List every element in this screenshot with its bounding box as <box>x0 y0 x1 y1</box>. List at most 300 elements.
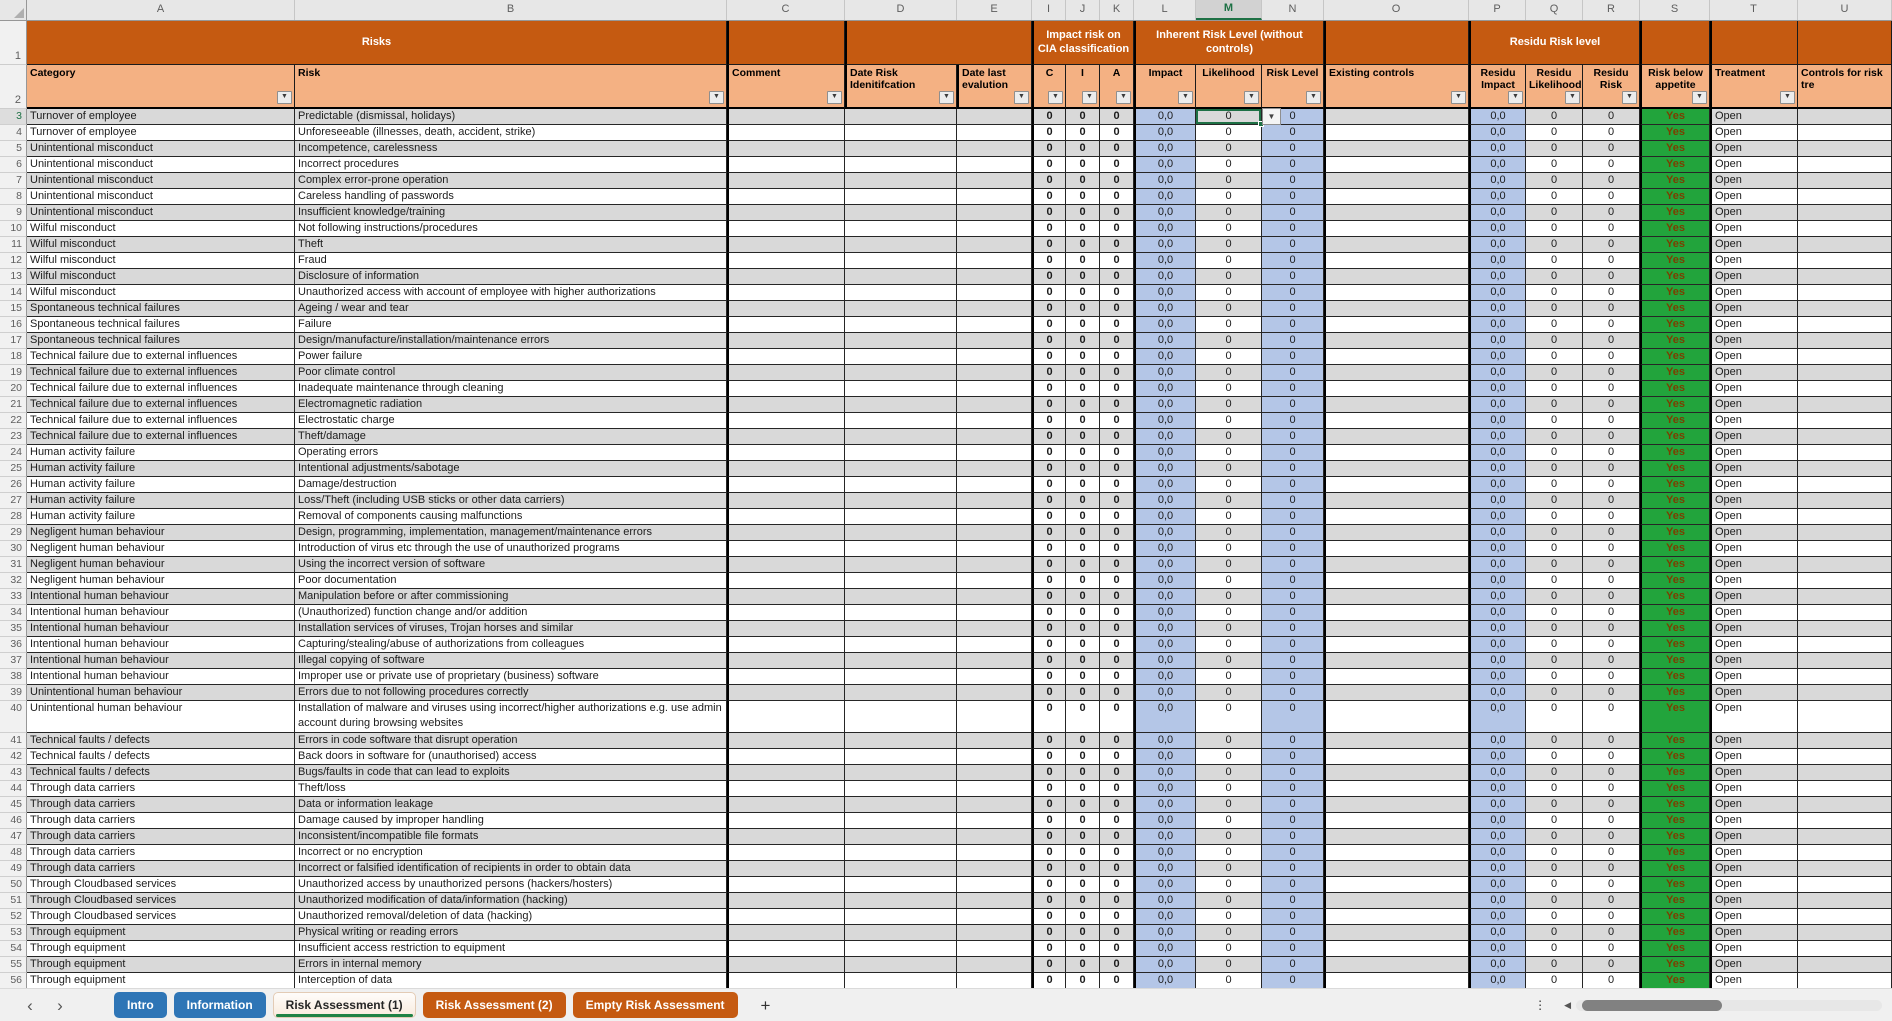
cell-D31[interactable] <box>845 557 957 573</box>
cell-B53[interactable]: Physical writing or reading errors <box>295 925 727 941</box>
cell-U24[interactable] <box>1798 445 1892 461</box>
cell-J49[interactable]: 0 <box>1066 861 1100 877</box>
cell-M25[interactable]: 0 <box>1196 461 1262 477</box>
cell-P51[interactable]: 0,0 <box>1469 893 1526 909</box>
cell-J53[interactable]: 0 <box>1066 925 1100 941</box>
cell-R52[interactable]: 0 <box>1583 909 1640 925</box>
cell-D18[interactable] <box>845 349 957 365</box>
cell-L4[interactable]: 0,0 <box>1134 125 1196 141</box>
cell-A54[interactable]: Through equipment <box>27 941 295 957</box>
cell-R25[interactable]: 0 <box>1583 461 1640 477</box>
cell-M20[interactable]: 0 <box>1196 381 1262 397</box>
cell-Q25[interactable]: 0 <box>1526 461 1583 477</box>
cell-R45[interactable]: 0 <box>1583 797 1640 813</box>
filter-button-a[interactable]: ▼ <box>1116 91 1131 104</box>
cell-Q29[interactable]: 0 <box>1526 525 1583 541</box>
cell-O7[interactable] <box>1324 173 1469 189</box>
cell-N45[interactable]: 0 <box>1262 797 1324 813</box>
filter-button-comment[interactable]: ▼ <box>827 91 842 104</box>
cell-E17[interactable] <box>957 333 1032 349</box>
cell-O45[interactable] <box>1324 797 1469 813</box>
cell-D30[interactable] <box>845 541 957 557</box>
cell-J34[interactable]: 0 <box>1066 605 1100 621</box>
cell-U23[interactable] <box>1798 429 1892 445</box>
cell-M30[interactable]: 0 <box>1196 541 1262 557</box>
cell-B6[interactable]: Incorrect procedures <box>295 157 727 173</box>
cell-Q46[interactable]: 0 <box>1526 813 1583 829</box>
cell-P41[interactable]: 0,0 <box>1469 733 1526 749</box>
cell-L41[interactable]: 0,0 <box>1134 733 1196 749</box>
cell-O23[interactable] <box>1324 429 1469 445</box>
cell-U19[interactable] <box>1798 365 1892 381</box>
row-header-49[interactable]: 49 <box>0 861 27 877</box>
cell-P15[interactable]: 0,0 <box>1469 301 1526 317</box>
row-header-54[interactable]: 54 <box>0 941 27 957</box>
cell-C36[interactable] <box>727 637 845 653</box>
cell-B9[interactable]: Insufficient knowledge/training <box>295 205 727 221</box>
cell-S42[interactable]: Yes <box>1640 749 1710 765</box>
cell-P50[interactable]: 0,0 <box>1469 877 1526 893</box>
row-header-16[interactable]: 16 <box>0 317 27 333</box>
cell-M56[interactable]: 0 <box>1196 973 1262 989</box>
cell-R31[interactable]: 0 <box>1583 557 1640 573</box>
cell-M21[interactable]: 0 <box>1196 397 1262 413</box>
cell-L47[interactable]: 0,0 <box>1134 829 1196 845</box>
cell-T51[interactable]: Open <box>1710 893 1798 909</box>
cell-J45[interactable]: 0 <box>1066 797 1100 813</box>
cell-C9[interactable] <box>727 205 845 221</box>
cell-L49[interactable]: 0,0 <box>1134 861 1196 877</box>
cell-B38[interactable]: Improper use or private use of proprietary (business) software <box>295 669 727 685</box>
row-header-23[interactable]: 23 <box>0 429 27 445</box>
cell-I35[interactable]: 0 <box>1032 621 1066 637</box>
cell-N37[interactable]: 0 <box>1262 653 1324 669</box>
cell-R16[interactable]: 0 <box>1583 317 1640 333</box>
cell-C47[interactable] <box>727 829 845 845</box>
cell-O26[interactable] <box>1324 477 1469 493</box>
cell-L10[interactable]: 0,0 <box>1134 221 1196 237</box>
cell-A55[interactable]: Through equipment <box>27 957 295 973</box>
cell-M52[interactable]: 0 <box>1196 909 1262 925</box>
cell-D15[interactable] <box>845 301 957 317</box>
cell-A52[interactable]: Through Cloudbased services <box>27 909 295 925</box>
cell-E29[interactable] <box>957 525 1032 541</box>
filter-button-risk-level[interactable]: ▼ <box>1306 91 1321 104</box>
cell-P45[interactable]: 0,0 <box>1469 797 1526 813</box>
cell-J13[interactable]: 0 <box>1066 269 1100 285</box>
prev-sheet-icon[interactable]: ‹ <box>27 995 33 1015</box>
cell-B3[interactable]: Predictable (dismissal, holidays) <box>295 109 727 125</box>
cell-S45[interactable]: Yes <box>1640 797 1710 813</box>
cell-L37[interactable]: 0,0 <box>1134 653 1196 669</box>
cell-P24[interactable]: 0,0 <box>1469 445 1526 461</box>
cell-D50[interactable] <box>845 877 957 893</box>
row-header-7[interactable]: 7 <box>0 173 27 189</box>
cell-P25[interactable]: 0,0 <box>1469 461 1526 477</box>
cell-N17[interactable]: 0 <box>1262 333 1324 349</box>
cell-S52[interactable]: Yes <box>1640 909 1710 925</box>
cell-N8[interactable]: 0 <box>1262 189 1324 205</box>
cell-N44[interactable]: 0 <box>1262 781 1324 797</box>
cell-I55[interactable]: 0 <box>1032 957 1066 973</box>
cell-Q49[interactable]: 0 <box>1526 861 1583 877</box>
cell-Q18[interactable]: 0 <box>1526 349 1583 365</box>
cell-R51[interactable]: 0 <box>1583 893 1640 909</box>
row-header-14[interactable]: 14 <box>0 285 27 301</box>
cell-P46[interactable]: 0,0 <box>1469 813 1526 829</box>
cell-P35[interactable]: 0,0 <box>1469 621 1526 637</box>
cell-E49[interactable] <box>957 861 1032 877</box>
cell-M44[interactable]: 0 <box>1196 781 1262 797</box>
cell-O29[interactable] <box>1324 525 1469 541</box>
cell-K33[interactable]: 0 <box>1100 589 1134 605</box>
cell-B31[interactable]: Using the incorrect version of software <box>295 557 727 573</box>
cell-K24[interactable]: 0 <box>1100 445 1134 461</box>
cell-C15[interactable] <box>727 301 845 317</box>
cell-P8[interactable]: 0,0 <box>1469 189 1526 205</box>
col-header-I[interactable]: I <box>1032 0 1066 20</box>
cell-O8[interactable] <box>1324 189 1469 205</box>
cell-N9[interactable]: 0 <box>1262 205 1324 221</box>
cell-B48[interactable]: Incorrect or no encryption <box>295 845 727 861</box>
cell-A11[interactable]: Wilful misconduct <box>27 237 295 253</box>
cell-N41[interactable]: 0 <box>1262 733 1324 749</box>
cell-Q30[interactable]: 0 <box>1526 541 1583 557</box>
cell-C50[interactable] <box>727 877 845 893</box>
col-header-U[interactable]: U <box>1798 0 1892 20</box>
cell-M15[interactable]: 0 <box>1196 301 1262 317</box>
cell-E3[interactable] <box>957 109 1032 125</box>
cell-R27[interactable]: 0 <box>1583 493 1640 509</box>
cell-U33[interactable] <box>1798 589 1892 605</box>
cell-Q54[interactable]: 0 <box>1526 941 1583 957</box>
cell-A33[interactable]: Intentional human behaviour <box>27 589 295 605</box>
cell-N16[interactable]: 0 <box>1262 317 1324 333</box>
cell-M53[interactable]: 0 <box>1196 925 1262 941</box>
cell-S21[interactable]: Yes <box>1640 397 1710 413</box>
filter-button-date-risk-identification[interactable]: ▼ <box>939 91 954 104</box>
cell-Q33[interactable]: 0 <box>1526 589 1583 605</box>
cell-U49[interactable] <box>1798 861 1892 877</box>
cell-A28[interactable]: Human activity failure <box>27 509 295 525</box>
cell-U30[interactable] <box>1798 541 1892 557</box>
cell-L35[interactable]: 0,0 <box>1134 621 1196 637</box>
cell-P31[interactable]: 0,0 <box>1469 557 1526 573</box>
cell-T48[interactable]: Open <box>1710 845 1798 861</box>
cell-K49[interactable]: 0 <box>1100 861 1134 877</box>
cell-K10[interactable]: 0 <box>1100 221 1134 237</box>
cell-S43[interactable]: Yes <box>1640 765 1710 781</box>
row-header-6[interactable]: 6 <box>0 157 27 173</box>
cell-S19[interactable]: Yes <box>1640 365 1710 381</box>
cell-D56[interactable] <box>845 973 957 989</box>
cell-B36[interactable]: Capturing/stealing/abuse of authorizations from colleagues <box>295 637 727 653</box>
cell-J15[interactable]: 0 <box>1066 301 1100 317</box>
cell-I50[interactable]: 0 <box>1032 877 1066 893</box>
cell-N20[interactable]: 0 <box>1262 381 1324 397</box>
cell-M54[interactable]: 0 <box>1196 941 1262 957</box>
cell-C52[interactable] <box>727 909 845 925</box>
row-header-29[interactable]: 29 <box>0 525 27 541</box>
cell-O47[interactable] <box>1324 829 1469 845</box>
cell-B33[interactable]: Manipulation before or after commissioning <box>295 589 727 605</box>
cell-N32[interactable]: 0 <box>1262 573 1324 589</box>
col-header-N[interactable]: N <box>1262 0 1324 20</box>
row-header-39[interactable]: 39 <box>0 685 27 701</box>
cell-L55[interactable]: 0,0 <box>1134 957 1196 973</box>
cell-R12[interactable]: 0 <box>1583 253 1640 269</box>
header-treatment[interactable] <box>1710 65 1798 109</box>
cell-O20[interactable] <box>1324 381 1469 397</box>
cell-M16[interactable]: 0 <box>1196 317 1262 333</box>
cell-T31[interactable]: Open <box>1710 557 1798 573</box>
cell-C26[interactable] <box>727 477 845 493</box>
cell-D36[interactable] <box>845 637 957 653</box>
col-header-B[interactable]: B <box>295 0 727 20</box>
cell-U17[interactable] <box>1798 333 1892 349</box>
cell-U15[interactable] <box>1798 301 1892 317</box>
cell-A38[interactable]: Intentional human behaviour <box>27 669 295 685</box>
cell-R14[interactable]: 0 <box>1583 285 1640 301</box>
cell-O9[interactable] <box>1324 205 1469 221</box>
cell-N30[interactable]: 0 <box>1262 541 1324 557</box>
cell-J18[interactable]: 0 <box>1066 349 1100 365</box>
cell-L54[interactable]: 0,0 <box>1134 941 1196 957</box>
cell-J10[interactable]: 0 <box>1066 221 1100 237</box>
cell-M22[interactable]: 0 <box>1196 413 1262 429</box>
cell-M11[interactable]: 0 <box>1196 237 1262 253</box>
cell-D49[interactable] <box>845 861 957 877</box>
cell-C28[interactable] <box>727 509 845 525</box>
cell-O15[interactable] <box>1324 301 1469 317</box>
cell-U50[interactable] <box>1798 877 1892 893</box>
cell-L24[interactable]: 0,0 <box>1134 445 1196 461</box>
cell-K5[interactable]: 0 <box>1100 141 1134 157</box>
cell-U42[interactable] <box>1798 749 1892 765</box>
cell-N12[interactable]: 0 <box>1262 253 1324 269</box>
cell-O54[interactable] <box>1324 941 1469 957</box>
cell-S46[interactable]: Yes <box>1640 813 1710 829</box>
cell-A45[interactable]: Through data carriers <box>27 797 295 813</box>
cell-B22[interactable]: Electrostatic charge <box>295 413 727 429</box>
cell-U8[interactable] <box>1798 189 1892 205</box>
cell-B28[interactable]: Removal of components causing malfunctions <box>295 509 727 525</box>
cell-T32[interactable]: Open <box>1710 573 1798 589</box>
row-header-26[interactable]: 26 <box>0 477 27 493</box>
cell-B34[interactable]: (Unauthorized) function change and/or addition <box>295 605 727 621</box>
cell-T4[interactable]: Open <box>1710 125 1798 141</box>
cell-T1[interactable] <box>1710 21 1798 65</box>
cell-O46[interactable] <box>1324 813 1469 829</box>
cell-A40[interactable]: Unintentional human behaviour <box>27 701 295 733</box>
cell-L13[interactable]: 0,0 <box>1134 269 1196 285</box>
cell-B5[interactable]: Incompetence, carelessness <box>295 141 727 157</box>
cell-Q32[interactable]: 0 <box>1526 573 1583 589</box>
cell-K31[interactable]: 0 <box>1100 557 1134 573</box>
cell-L11[interactable]: 0,0 <box>1134 237 1196 253</box>
cell-J35[interactable]: 0 <box>1066 621 1100 637</box>
cell-A31[interactable]: Negligent human behaviour <box>27 557 295 573</box>
cell-I5[interactable]: 0 <box>1032 141 1066 157</box>
cell-Q42[interactable]: 0 <box>1526 749 1583 765</box>
row-header-46[interactable]: 46 <box>0 813 27 829</box>
cell-C48[interactable] <box>727 845 845 861</box>
cell-R46[interactable]: 0 <box>1583 813 1640 829</box>
cell-T56[interactable]: Open <box>1710 973 1798 989</box>
cell-K42[interactable]: 0 <box>1100 749 1134 765</box>
row-header-12[interactable]: 12 <box>0 253 27 269</box>
cell-C46[interactable] <box>727 813 845 829</box>
row-header-27[interactable]: 27 <box>0 493 27 509</box>
cell-A10[interactable]: Wilful misconduct <box>27 221 295 237</box>
row-header-8[interactable]: 8 <box>0 189 27 205</box>
cell-U46[interactable] <box>1798 813 1892 829</box>
cell-B51[interactable]: Unauthorized modification of data/information (hacking) <box>295 893 727 909</box>
cell-O16[interactable] <box>1324 317 1469 333</box>
cell-S30[interactable]: Yes <box>1640 541 1710 557</box>
cell-T36[interactable]: Open <box>1710 637 1798 653</box>
cell-S51[interactable]: Yes <box>1640 893 1710 909</box>
cell-T3[interactable]: Open <box>1710 109 1798 125</box>
cell-K35[interactable]: 0 <box>1100 621 1134 637</box>
filter-button-risk[interactable]: ▼ <box>709 91 724 104</box>
cell-S3[interactable]: Yes <box>1640 109 1710 125</box>
cell-A4[interactable]: Turnover of employee <box>27 125 295 141</box>
cell-I4[interactable]: 0 <box>1032 125 1066 141</box>
cell-L9[interactable]: 0,0 <box>1134 205 1196 221</box>
cell-R8[interactable]: 0 <box>1583 189 1640 205</box>
cell-R22[interactable]: 0 <box>1583 413 1640 429</box>
cell-P42[interactable]: 0,0 <box>1469 749 1526 765</box>
cell-D13[interactable] <box>845 269 957 285</box>
cell-D33[interactable] <box>845 589 957 605</box>
row-header-1[interactable]: 1 <box>0 21 27 65</box>
cell-E52[interactable] <box>957 909 1032 925</box>
cell-R11[interactable]: 0 <box>1583 237 1640 253</box>
cell-K37[interactable]: 0 <box>1100 653 1134 669</box>
cell-I48[interactable]: 0 <box>1032 845 1066 861</box>
cell-T7[interactable]: Open <box>1710 173 1798 189</box>
cell-O40[interactable] <box>1324 701 1469 733</box>
cell-P18[interactable]: 0,0 <box>1469 349 1526 365</box>
cell-R29[interactable]: 0 <box>1583 525 1640 541</box>
cell-J46[interactable]: 0 <box>1066 813 1100 829</box>
row-header-2[interactable]: 2 <box>0 65 27 109</box>
cell-L23[interactable]: 0,0 <box>1134 429 1196 445</box>
cell-I44[interactable]: 0 <box>1032 781 1066 797</box>
cell-C38[interactable] <box>727 669 845 685</box>
cell-A6[interactable]: Unintentional misconduct <box>27 157 295 173</box>
cell-L39[interactable]: 0,0 <box>1134 685 1196 701</box>
cell-O27[interactable] <box>1324 493 1469 509</box>
cell-M40[interactable]: 0 <box>1196 701 1262 733</box>
cell-D39[interactable] <box>845 685 957 701</box>
col-header-R[interactable]: R <box>1583 0 1640 20</box>
cell-I53[interactable]: 0 <box>1032 925 1066 941</box>
cell-P47[interactable]: 0,0 <box>1469 829 1526 845</box>
cell-C34[interactable] <box>727 605 845 621</box>
cell-I41[interactable]: 0 <box>1032 733 1066 749</box>
row-header-4[interactable]: 4 <box>0 125 27 141</box>
cell-T39[interactable]: Open <box>1710 685 1798 701</box>
cell-P55[interactable]: 0,0 <box>1469 957 1526 973</box>
cell-M50[interactable]: 0 <box>1196 877 1262 893</box>
cell-I32[interactable]: 0 <box>1032 573 1066 589</box>
cell-B21[interactable]: Electromagnetic radiation <box>295 397 727 413</box>
cell-D41[interactable] <box>845 733 957 749</box>
cell-R33[interactable]: 0 <box>1583 589 1640 605</box>
cell-D48[interactable] <box>845 845 957 861</box>
cell-T9[interactable]: Open <box>1710 205 1798 221</box>
cell-N3[interactable]: 0 <box>1262 109 1324 125</box>
row-header-24[interactable]: 24 <box>0 445 27 461</box>
cell-A23[interactable]: Technical failure due to external influences <box>27 429 295 445</box>
cell-J33[interactable]: 0 <box>1066 589 1100 605</box>
cell-K45[interactable]: 0 <box>1100 797 1134 813</box>
cell-N13[interactable]: 0 <box>1262 269 1324 285</box>
cell-T24[interactable]: Open <box>1710 445 1798 461</box>
cell-I24[interactable]: 0 <box>1032 445 1066 461</box>
cell-C56[interactable] <box>727 973 845 989</box>
cell-C39[interactable] <box>727 685 845 701</box>
header-risk-level[interactable] <box>1262 65 1324 109</box>
cell-J51[interactable]: 0 <box>1066 893 1100 909</box>
cell-K29[interactable]: 0 <box>1100 525 1134 541</box>
col-header-P[interactable]: P <box>1469 0 1526 20</box>
cell-E33[interactable] <box>957 589 1032 605</box>
cell-P5[interactable]: 0,0 <box>1469 141 1526 157</box>
cell-R4[interactable]: 0 <box>1583 125 1640 141</box>
cell-N40[interactable]: 0 <box>1262 701 1324 733</box>
cell-B8[interactable]: Careless handling of passwords <box>295 189 727 205</box>
cell-I40[interactable]: 0 <box>1032 701 1066 733</box>
cell-J20[interactable]: 0 <box>1066 381 1100 397</box>
cell-O30[interactable] <box>1324 541 1469 557</box>
cell-C10[interactable] <box>727 221 845 237</box>
cell-L46[interactable]: 0,0 <box>1134 813 1196 829</box>
cell-J31[interactable]: 0 <box>1066 557 1100 573</box>
cell-Q48[interactable]: 0 <box>1526 845 1583 861</box>
cell-P19[interactable]: 0,0 <box>1469 365 1526 381</box>
cell-D5[interactable] <box>845 141 957 157</box>
row-header-44[interactable]: 44 <box>0 781 27 797</box>
cell-Q40[interactable]: 0 <box>1526 701 1583 733</box>
cell-L42[interactable]: 0,0 <box>1134 749 1196 765</box>
cell-J5[interactable]: 0 <box>1066 141 1100 157</box>
cell-I12[interactable]: 0 <box>1032 253 1066 269</box>
cell-M27[interactable]: 0 <box>1196 493 1262 509</box>
cell-S18[interactable]: Yes <box>1640 349 1710 365</box>
cell-S23[interactable]: Yes <box>1640 429 1710 445</box>
cell-J55[interactable]: 0 <box>1066 957 1100 973</box>
row-header-36[interactable]: 36 <box>0 637 27 653</box>
cell-R26[interactable]: 0 <box>1583 477 1640 493</box>
cell-E53[interactable] <box>957 925 1032 941</box>
cell-P11[interactable]: 0,0 <box>1469 237 1526 253</box>
cell-E31[interactable] <box>957 557 1032 573</box>
cell-R13[interactable]: 0 <box>1583 269 1640 285</box>
cell-N38[interactable]: 0 <box>1262 669 1324 685</box>
cell-Q16[interactable]: 0 <box>1526 317 1583 333</box>
cell-L8[interactable]: 0,0 <box>1134 189 1196 205</box>
cell-O25[interactable] <box>1324 461 1469 477</box>
cell-N21[interactable]: 0 <box>1262 397 1324 413</box>
cell-E55[interactable] <box>957 957 1032 973</box>
header-impact[interactable] <box>1134 65 1196 109</box>
filter-button-existing-controls[interactable]: ▼ <box>1451 91 1466 104</box>
cell-Q6[interactable]: 0 <box>1526 157 1583 173</box>
cell-A43[interactable]: Technical faults / defects <box>27 765 295 781</box>
